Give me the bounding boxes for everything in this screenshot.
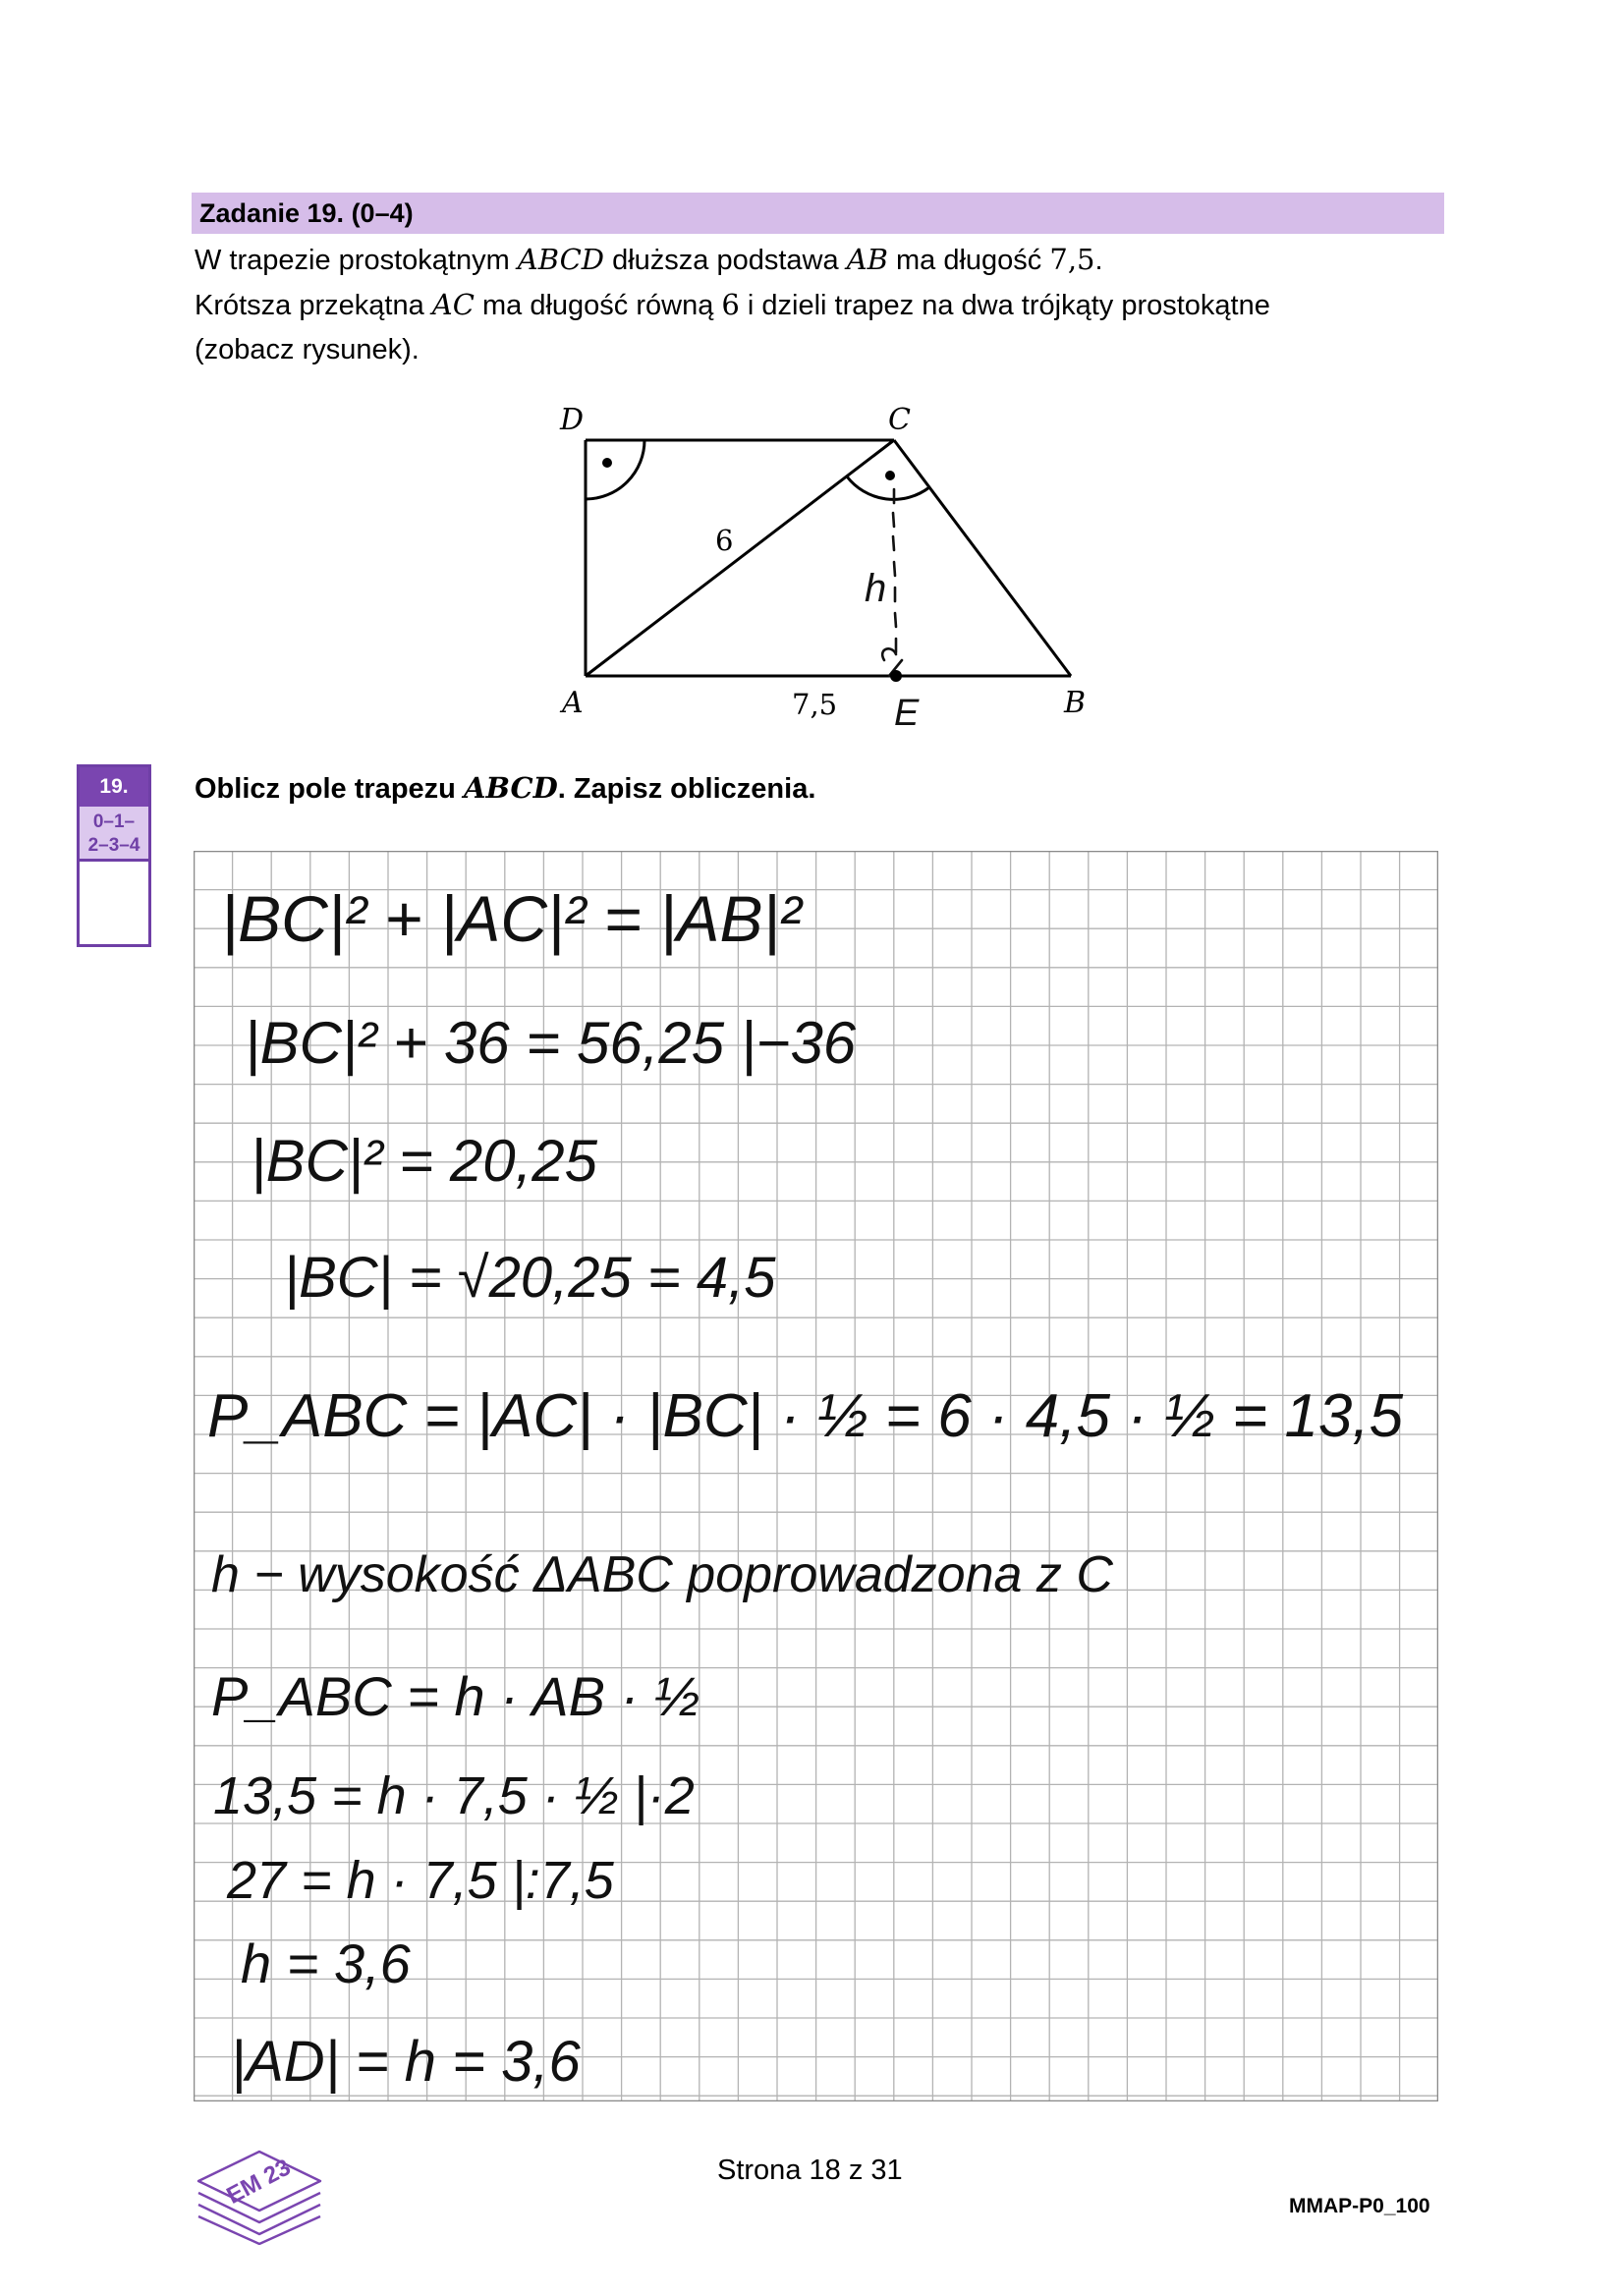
math-7-5: 7,5: [1049, 243, 1095, 276]
angle-dot-c: [885, 471, 895, 480]
answer-line-5: P_ABC = |AC| · |BC| · ½ = 6 · 4,5 · ½ = 13,5: [207, 1382, 1404, 1450]
math-abcd: ABCD: [463, 771, 558, 805]
height-dashed-line: [893, 489, 896, 652]
logo-layer-1: [198, 2193, 320, 2222]
side-cb: [894, 440, 1071, 676]
answer-line-9: 27 = h · 7,5 |:7,5: [227, 1851, 614, 1910]
math-ab: AB: [846, 243, 888, 276]
label-c: C: [888, 403, 911, 437]
exam-logo: [193, 2122, 325, 2245]
page-number: Strona 18 z 31: [717, 2155, 903, 2186]
trapezoid-figure: [550, 398, 1100, 732]
task-header: [192, 193, 1444, 234]
label-b: B: [1064, 686, 1087, 720]
right-angle-arc-d: [586, 440, 644, 499]
exam-code: MMAP-P0_100: [1289, 2195, 1430, 2217]
answer-line-8: 13,5 = h · 7,5 · ½ |·2: [213, 1766, 695, 1825]
text: dłuższa podstawa: [604, 245, 847, 276]
label-ac-length: 6: [715, 524, 734, 557]
trapezoid-lines: [586, 440, 1071, 676]
math-abcd: ABCD: [517, 243, 605, 276]
answer-line-1: |BC|² + |AC|² = |AB|²: [221, 882, 802, 955]
task-text-line-2: [195, 287, 1270, 323]
answer-line-3: |BC|² = 20,25: [251, 1128, 598, 1194]
text: . Zapisz obliczenia.: [557, 773, 816, 805]
task-text-line-3: (zobacz rysunek).: [195, 334, 420, 365]
logo-layer-2: [198, 2205, 320, 2234]
handwritten-h: h: [865, 567, 887, 610]
label-ab-length: 7,5: [792, 688, 838, 721]
text: i dzieli trapez na dwa trójkąty prostokątne: [739, 290, 1270, 321]
score-range: [80, 807, 148, 862]
answer-line-4: |BC| = √20,25 = 4,5: [284, 1246, 776, 1310]
label-a: A: [562, 686, 584, 720]
score-range-line-1: 0–1–: [92, 812, 136, 832]
score-entry-field[interactable]: [80, 862, 148, 944]
score-range-line-2: 2–3–4: [87, 835, 140, 856]
answer-line-10: h = 3,6: [241, 1932, 411, 1994]
point-e-dot: [890, 670, 902, 682]
task-number-badge: 19.: [80, 767, 148, 807]
answer-line-11: |AD| = h = 3,6: [231, 2030, 581, 2094]
text: Krótsza przekątna: [195, 290, 432, 321]
instruction: [195, 771, 815, 806]
task-title: Zadanie 19. (0–4): [199, 198, 414, 228]
angle-dot-d: [602, 458, 612, 468]
text: .: [1094, 245, 1103, 276]
handwritten-solution: [207, 882, 1404, 2094]
text: ma długość: [887, 245, 1050, 276]
logo-layer-3: [198, 2216, 320, 2244]
math-ac: AC: [431, 288, 475, 321]
score-box: [77, 764, 151, 947]
answer-grid[interactable]: [194, 851, 1438, 2101]
handwritten-e: E: [894, 693, 920, 732]
text: Oblicz pole trapezu: [195, 773, 464, 805]
text: W trapezie prostokątnym: [195, 245, 518, 276]
task-text-line-1: [195, 242, 1103, 278]
logo-text: EM 23: [222, 2154, 296, 2210]
answer-line-6: h − wysokość ΔABC poprowadzona z C: [211, 1546, 1113, 1603]
answer-line-2: |BC|² + 36 = 56,25 |−36: [245, 1010, 857, 1076]
label-d: D: [560, 403, 585, 437]
text: ma długość równą: [474, 290, 722, 321]
math-6: 6: [721, 288, 740, 321]
answer-line-7: P_ABC = h · AB · ½: [211, 1665, 700, 1727]
